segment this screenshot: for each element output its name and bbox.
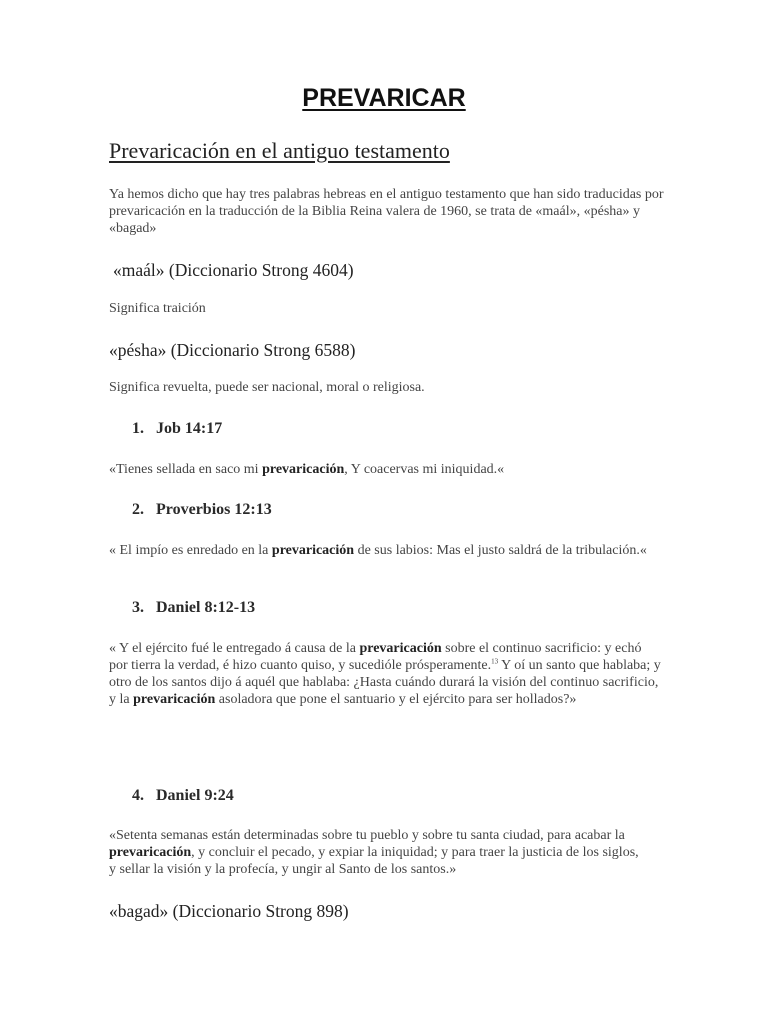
verse-3-reference: Daniel 8:12-13 bbox=[156, 599, 256, 616]
verse-3-text-part2: sobre el continuo sacrificio: y echó por tierra la verdad, é hizo cuanto quiso, y sucedióle prósperamente. bbox=[109, 641, 642, 673]
verse-2-text-before: « El impío es enredado en la bbox=[109, 543, 272, 558]
verse-4-heading bbox=[132, 787, 234, 805]
verse-3-heading bbox=[132, 599, 255, 617]
verse-2-text-bold: prevaricación bbox=[271, 543, 355, 558]
verse-1-heading bbox=[132, 420, 222, 438]
verse-3-text-bold2: prevaricación bbox=[133, 692, 216, 707]
section-title: Prevaricación en el antiguo testamento bbox=[109, 138, 450, 163]
verse-1-number: 1. bbox=[132, 420, 144, 437]
verse-3-text-part1: « Y el ejército fué le entregado á causa de la bbox=[109, 641, 360, 656]
verse-4-text-after: , y concluir el pecado, y expiar la iniquidad; y para traer la justicia de los siglos, y sellar la visión y la profecía, y ungir al Santo de los santos.» bbox=[109, 845, 639, 877]
page-title: PREVARICAR bbox=[302, 84, 466, 112]
maal-meaning: Significa traición bbox=[109, 301, 206, 316]
bagad-heading: «bagad» (Diccionario Strong 898) bbox=[109, 901, 349, 921]
verse-4-text-before: «Setenta semanas están determinadas sobre tu pueblo y sobre tu santa ciudad, para acabar la bbox=[109, 828, 625, 843]
verse-4-text-bold: prevaricación bbox=[109, 845, 192, 860]
pesha-meaning: Significa revuelta, puede ser nacional, moral o religiosa. bbox=[109, 380, 425, 395]
verse-1-text-before: «Tienes sellada en saco mi bbox=[109, 462, 263, 477]
verse-2-number: 2. bbox=[132, 501, 144, 518]
verse-3-text-bold1: prevaricación bbox=[359, 641, 442, 656]
verse-4-number: 4. bbox=[132, 787, 144, 804]
verse-3-text-part3: Y oí un santo que hablaba; y otro de los santos dijo á aquél que hablaba: ¿Hasta cuándo durará la visión del continuo sacrificio, y la bbox=[109, 658, 661, 707]
verse-1-text bbox=[109, 461, 669, 478]
verse-4-text bbox=[109, 827, 649, 878]
verse-2-reference: Proverbios 12:13 bbox=[156, 501, 272, 518]
verse-1-text-after: , Y coacervas mi iniquidad.« bbox=[344, 462, 505, 477]
verse-2-text-after: de sus labios: Mas el justo saldrá de la tribulación.« bbox=[354, 543, 647, 558]
pesha-heading: «pésha» (Diccionario Strong 6588) bbox=[109, 340, 356, 360]
verse-1-text-bold: prevaricación bbox=[262, 462, 345, 477]
verse-3-text-part4: asoladora que pone el santuario y el ejército para ser hollados?» bbox=[215, 692, 577, 707]
maal-heading: «maál» (Diccionario Strong 4604) bbox=[113, 260, 354, 280]
verse-2-text bbox=[109, 542, 669, 559]
verse-3-number: 3. bbox=[132, 599, 144, 616]
verse-1-reference: Job 14:17 bbox=[156, 420, 223, 437]
verse-4-reference: Daniel 9:24 bbox=[156, 787, 234, 804]
verse-3-superscript: 13 bbox=[491, 657, 499, 666]
verse-2-heading bbox=[132, 501, 272, 519]
intro-paragraph: Ya hemos dicho que hay tres palabras hebreas en el antiguo testamento que han sido traducidas por prevaricación en la traducción de la Biblia Reina valera de 1960, se trata de «maál», «pésha» y «bagad» bbox=[109, 187, 664, 236]
verse-3-text bbox=[109, 640, 661, 708]
